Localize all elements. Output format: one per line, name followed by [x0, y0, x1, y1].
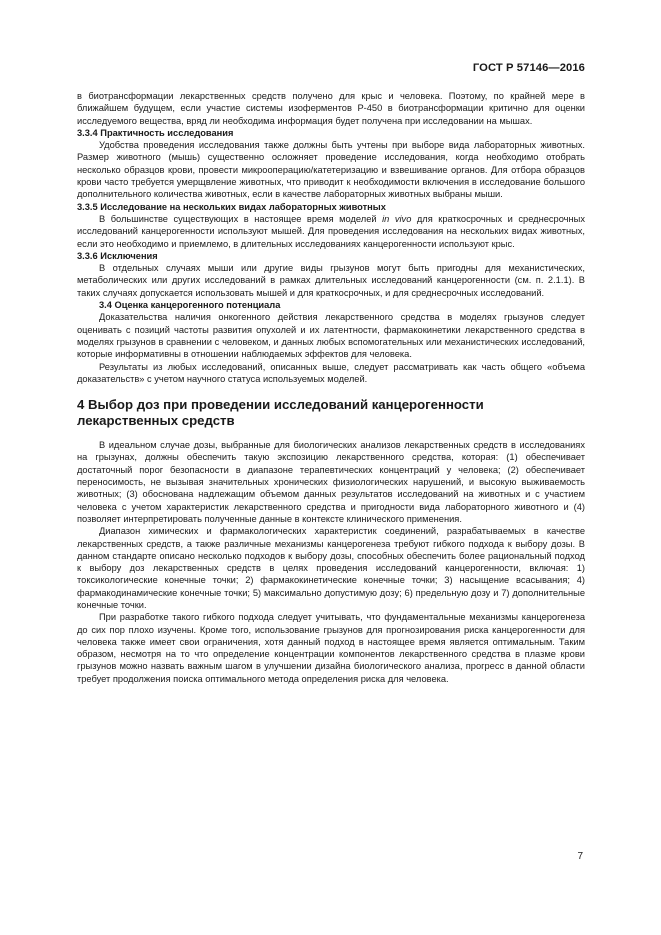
in-vivo-term: in vivo	[382, 213, 412, 224]
paragraph-3-3-4: Удобства проведения исследования также должны быть учтены при выборе вида лабораторных животных. Размер животного (мышь) существенно осложняет проведение исследования, когда необходимо отобрать несколько образцов крови, провести микрооперацию/катетеризацию и взвешивание органов. Для отбора образцов крови часто требуется умерщвление животных, что приводит к необходимости включения в исследование большого дополнительного количества животных, если в качестве лабораторных животных выбраны мыши.	[77, 140, 585, 200]
chapter-4-title-line-2: лекарственных средств	[77, 413, 235, 429]
paragraph-3-4-1: Доказательства наличия онкогенного действия лекарственного средства в моделях грызунов следует оценивать с позиций частоты развития опухолей и их латентности, фармакокинетики лекарственного средства в моделях грызунов в сравнении с человеком, и данных любых вспомогательных или механистических исследований, которые информативны в отношении наблюдаемых эффектов для человека.	[77, 312, 585, 360]
heading-3-3-5: 3.3.5 Исследование на нескольких видах лабораторных животных	[77, 201, 386, 212]
heading-3-3-6: 3.3.6 Исключения	[77, 250, 158, 261]
heading-3-4: 3.4 Оценка канцерогенного потенциала	[99, 300, 281, 311]
heading-3-3-4: 3.3.4 Практичность исследования	[77, 127, 234, 138]
intro-paragraph: в биотрансформации лекарственных средств получено для крыс и человека. Поэтому, по крайней мере в ближайшем будущем, если участие системы изоферментов Р-450 в биотрансформации критично для оценки исследуемого вещества, вряд ли необходима информация будет получена при исследовании на мышах.	[77, 91, 585, 126]
paragraph-4-3: При разработке такого гибкого подхода следует учитывать, что фундаментальные механизмы канцерогенеза до сих пор плохо изучены. Кроме того, использование грызунов для прогнозирования риска канцерогенности для человека также имеет свои ограничения, хотя данный подход в настоящее время является оптимальным. Таким образом, несмотря на то что определение концентрации компонентов лекарственного средства в плазме крови грызунов можно назвать важным шагом в улучшении дизайна биологического анализа, прогресс в данной области требует продолжения поиска оптимального метода определения риска для человека.	[77, 612, 585, 684]
page-number: 7	[577, 851, 583, 862]
paragraph-3-3-5-part-a: В большинстве существующих в настоящее время моделей	[99, 213, 383, 224]
chapter-4-title	[77, 397, 585, 429]
paragraph-4-1: В идеальном случае дозы, выбранные для биологических анализов лекарственных средств в исследованиях на грызунах, должны обеспечить такую экспозицию лекарственного средства, которая: (1) обеспечивает достаточный порог безопасности в диапазоне терапевтических концентраций у человека; (2) обеспечивает переносимость, не вызывая значительных хронических физиологических нарушений, и высокую выживаемость животных; (3) обоснована надлежащим объемом данных результатов исследований на животных и с участием человека с учетом характеристик лекарственного средства и пригодности вида лабораторного животного и (4) позволяет интерпретировать полученные данные в контексте клинического применения.	[77, 440, 585, 524]
paragraph-3-3-6: В отдельных случаях мыши или другие виды грызунов могут быть пригодны для механистических, метаболических или других исследований в рамках длительных исследований канцерогенности (см. п. 2.1.1). В таких случаях допускается использовать мышей и для краткосрочных, и для среднесрочных исследований.	[77, 263, 585, 298]
paragraph-3-3-5-part-b: для краткосрочных и среднесрочных исследований канцерогенности используют мышей. Для проведения исследования на нескольких видах животных, если это необходимо и приемлемо, в длительных исследованиях канцерогенности используют крыс.	[77, 213, 585, 249]
paragraph-4-2: Диапазон химических и фармакологических характеристик соединений, разрабатываемых в качестве лекарственных средств, а также различные механизмы канцерогенеза требуют гибкого подхода к выбору дозы. В данном стандарте описано несколько подходов к выбору дозы, способных обеспечить более рациональный подход к выбору доз лекарственных средств в целях проведения исследований канцерогенности, включая: 1) токсикологические конечные точки; 2) фармакокинетические конечные точки; 3) насыщение всасывания; 4) фармакодинамические конечные точки; 5) максимально допустимую дозу; 6) предельную дозу и 7) дополнительные конечные точки.	[77, 526, 585, 610]
paragraph-3-3-5	[77, 213, 585, 250]
document-body	[77, 90, 585, 685]
paragraph-3-4-2: Результаты из любых исследований, описанных выше, следует рассматривать как часть общего «объема доказательств» с учетом научного статуса используемых моделей.	[77, 361, 585, 384]
chapter-4-title-line-1: 4 Выбор доз при проведении исследований канцерогенности	[77, 397, 484, 413]
standard-code: ГОСТ Р 57146—2016	[472, 62, 585, 74]
